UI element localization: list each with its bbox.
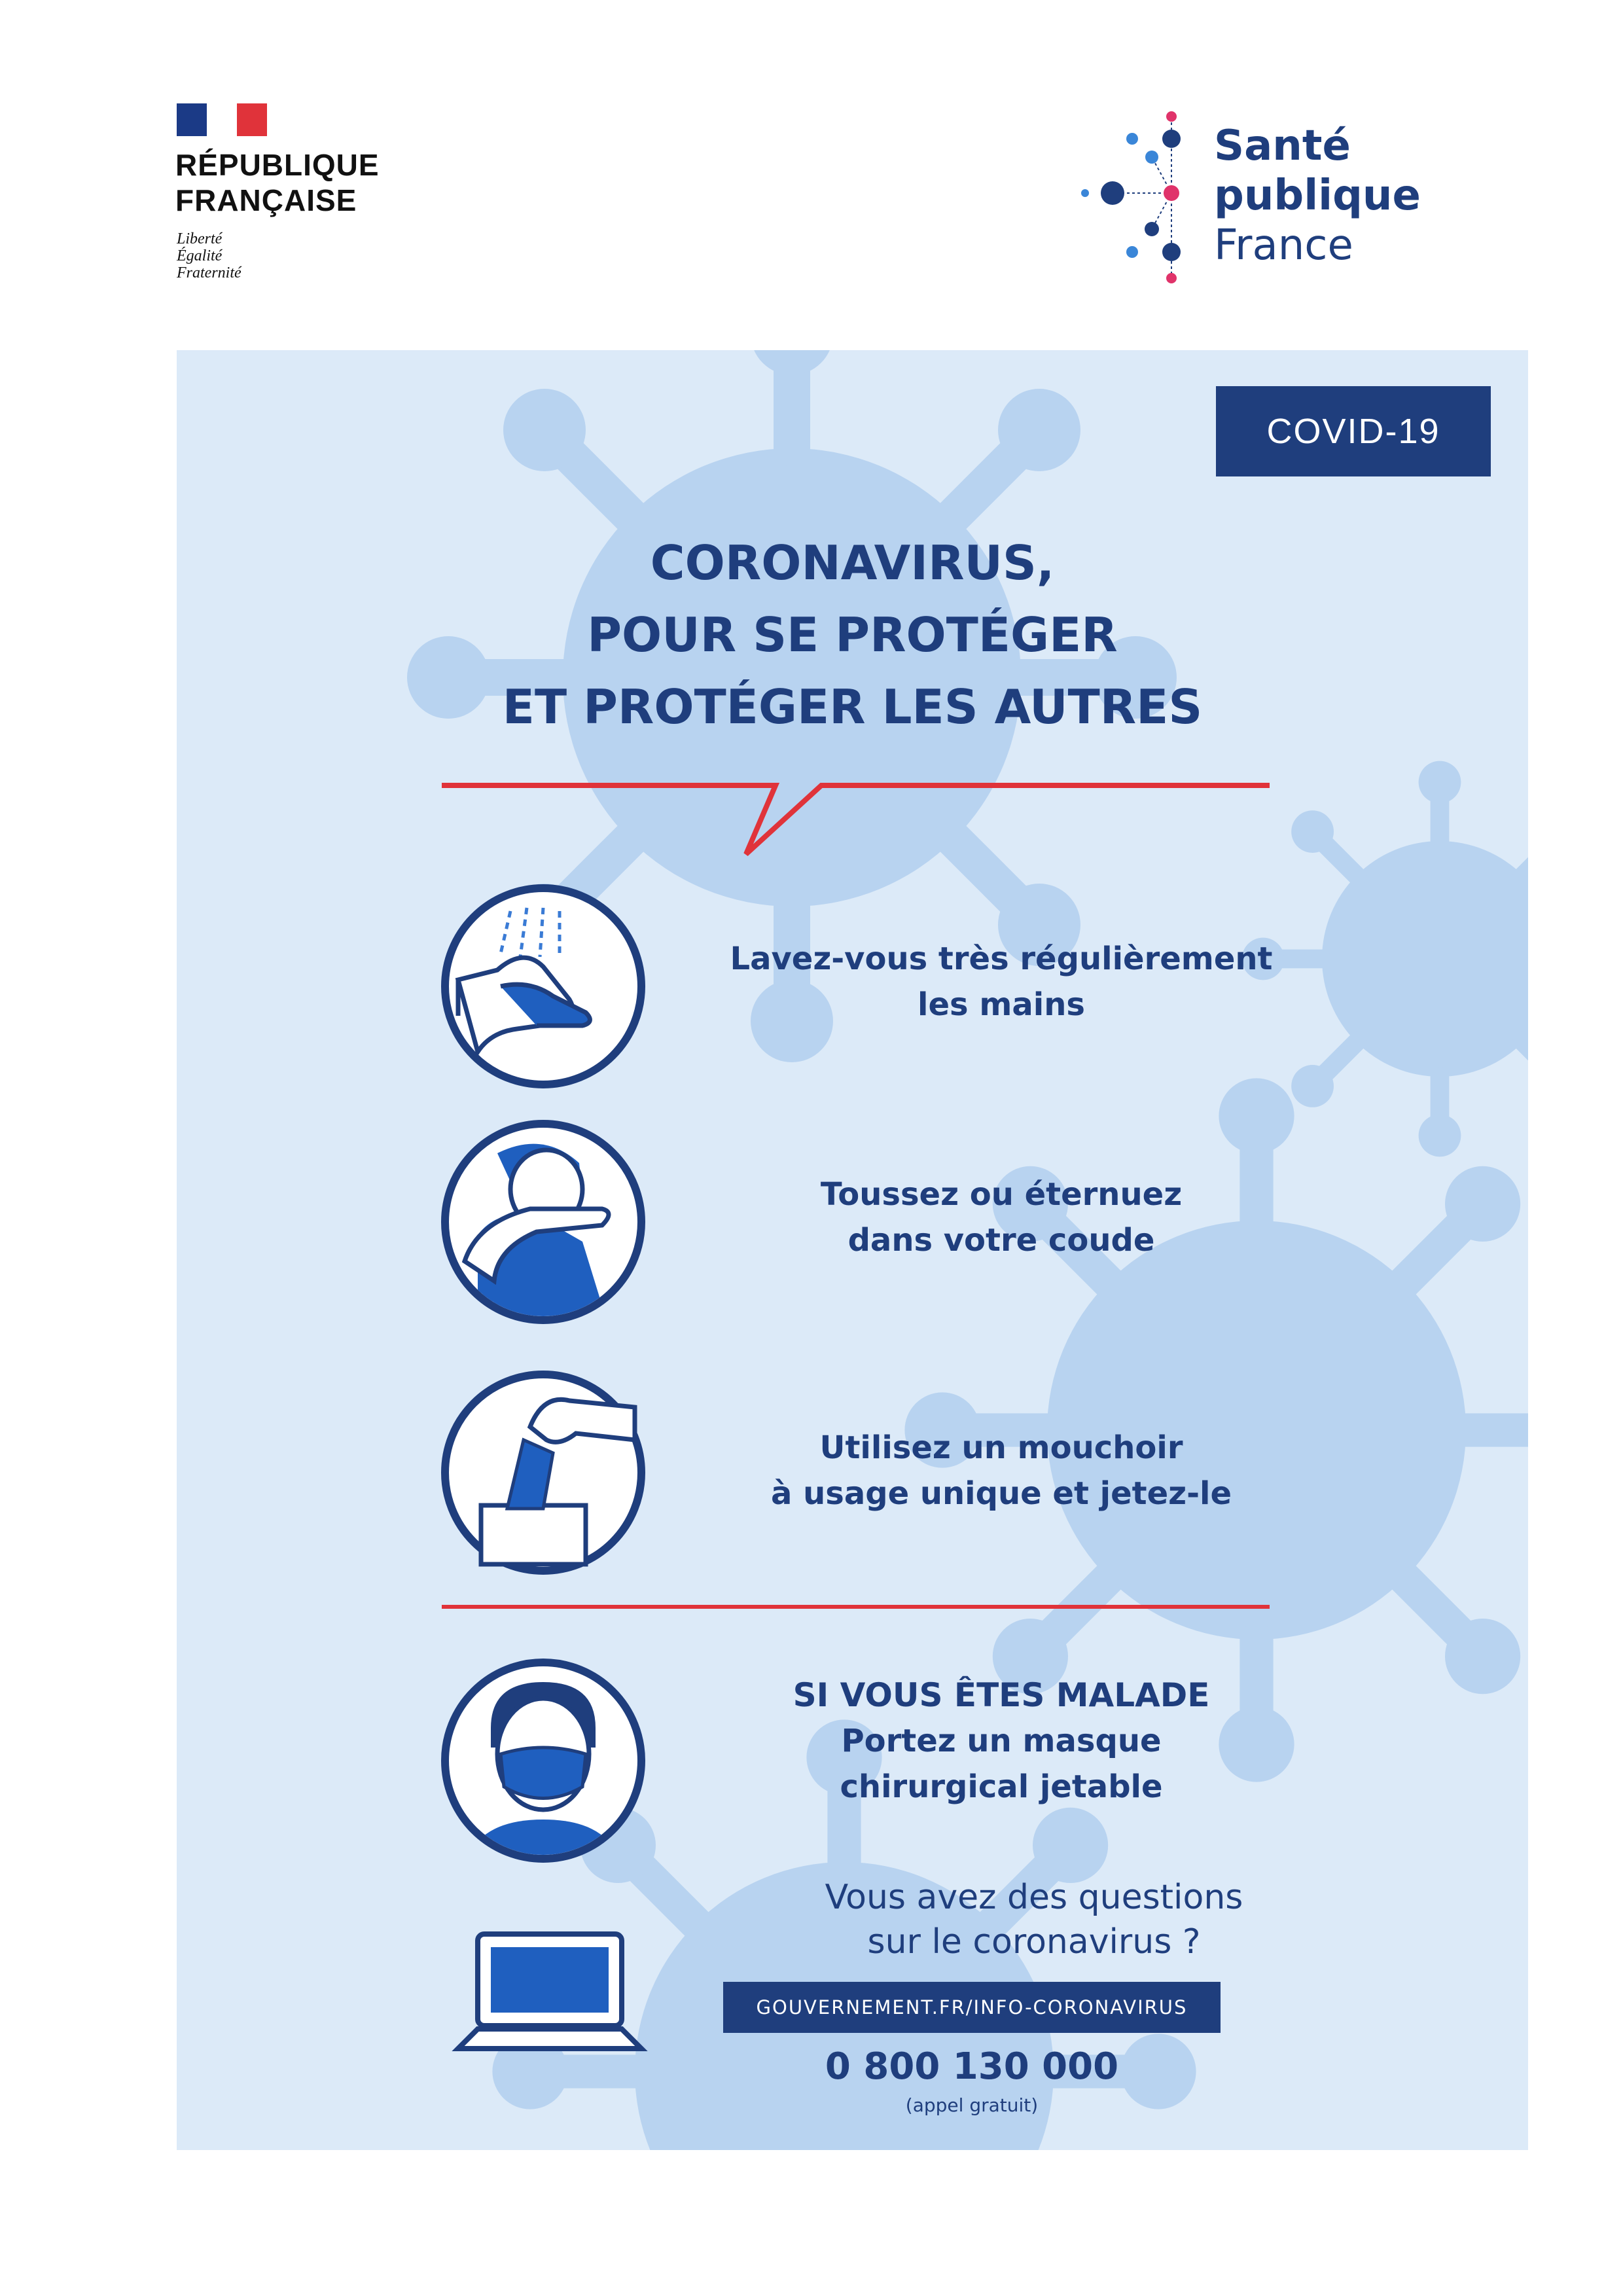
questions-line2: sur le coronavirus ?: [867, 1922, 1201, 1962]
motto-egalite: Égalité: [177, 247, 223, 264]
step-cough-elbow-text: [674, 1172, 1329, 1263]
step3-line1: Utilisez un mouchoir: [819, 1429, 1183, 1466]
sante-line1: Santé: [1214, 122, 1351, 170]
sante-publique-france-logo: [1214, 121, 1421, 270]
republique-name-line1: RÉPUBLIQUE: [175, 148, 380, 182]
sick-title: SI VOUS ÊTES MALADE: [793, 1676, 1210, 1714]
sick-section-text: [674, 1672, 1329, 1810]
face-mask-icon: [438, 1656, 648, 1865]
tissue-bin-icon: [438, 1368, 648, 1577]
republique-francaise-logo: [175, 147, 380, 218]
headline-line3: ET PROTÉGER LES AUTRES: [502, 679, 1203, 734]
cough-elbow-icon: [438, 1117, 648, 1327]
questions-text: [674, 1875, 1394, 1964]
phone-number: 0 800 130 000: [825, 2045, 1119, 2088]
headline-line2: POUR SE PROTÉGER: [587, 607, 1118, 662]
phone-note: (appel gratuit): [905, 2094, 1039, 2116]
sante-line2: publique: [1214, 171, 1421, 220]
step1-line1: Lavez-vous très régulièrement: [730, 941, 1273, 977]
step2-line2: dans votre coude: [847, 1222, 1155, 1259]
laptop-icon: [452, 1921, 648, 2065]
motto-fraternite: Fraternité: [177, 264, 241, 281]
questions-line1: Vous avez des questions: [825, 1878, 1243, 1917]
sante-publique-molecule-icon: [1073, 105, 1204, 288]
sick-line2: chirurgical jetable: [840, 1768, 1163, 1805]
step-tissue-text: [674, 1425, 1329, 1516]
republique-motto: [177, 230, 241, 281]
sante-line3: France: [1214, 221, 1353, 270]
step2-line1: Toussez ou éternuez: [820, 1176, 1183, 1213]
poster-headline: [177, 527, 1528, 743]
covid-badge: COVID-19: [1216, 386, 1491, 476]
headline-line1: CORONAVIRUS,: [650, 535, 1055, 590]
sick-line1: Portez un masque: [841, 1723, 1162, 1759]
republique-name-line2: FRANÇAISE: [175, 183, 357, 217]
republique-francaise-flag: [177, 103, 267, 136]
info-url-link[interactable]: GOUVERNEMENT.FR/INFO-CORONAVIRUS: [723, 1982, 1221, 2033]
step-wash-hands-text: [674, 936, 1329, 1028]
covid-poster: [177, 350, 1528, 2150]
motto-liberte: Liberté: [177, 230, 223, 247]
hand-washing-icon: [438, 882, 648, 1091]
step3-line2: à usage unique et jetez-le: [770, 1475, 1232, 1512]
step1-line2: les mains: [918, 986, 1085, 1023]
